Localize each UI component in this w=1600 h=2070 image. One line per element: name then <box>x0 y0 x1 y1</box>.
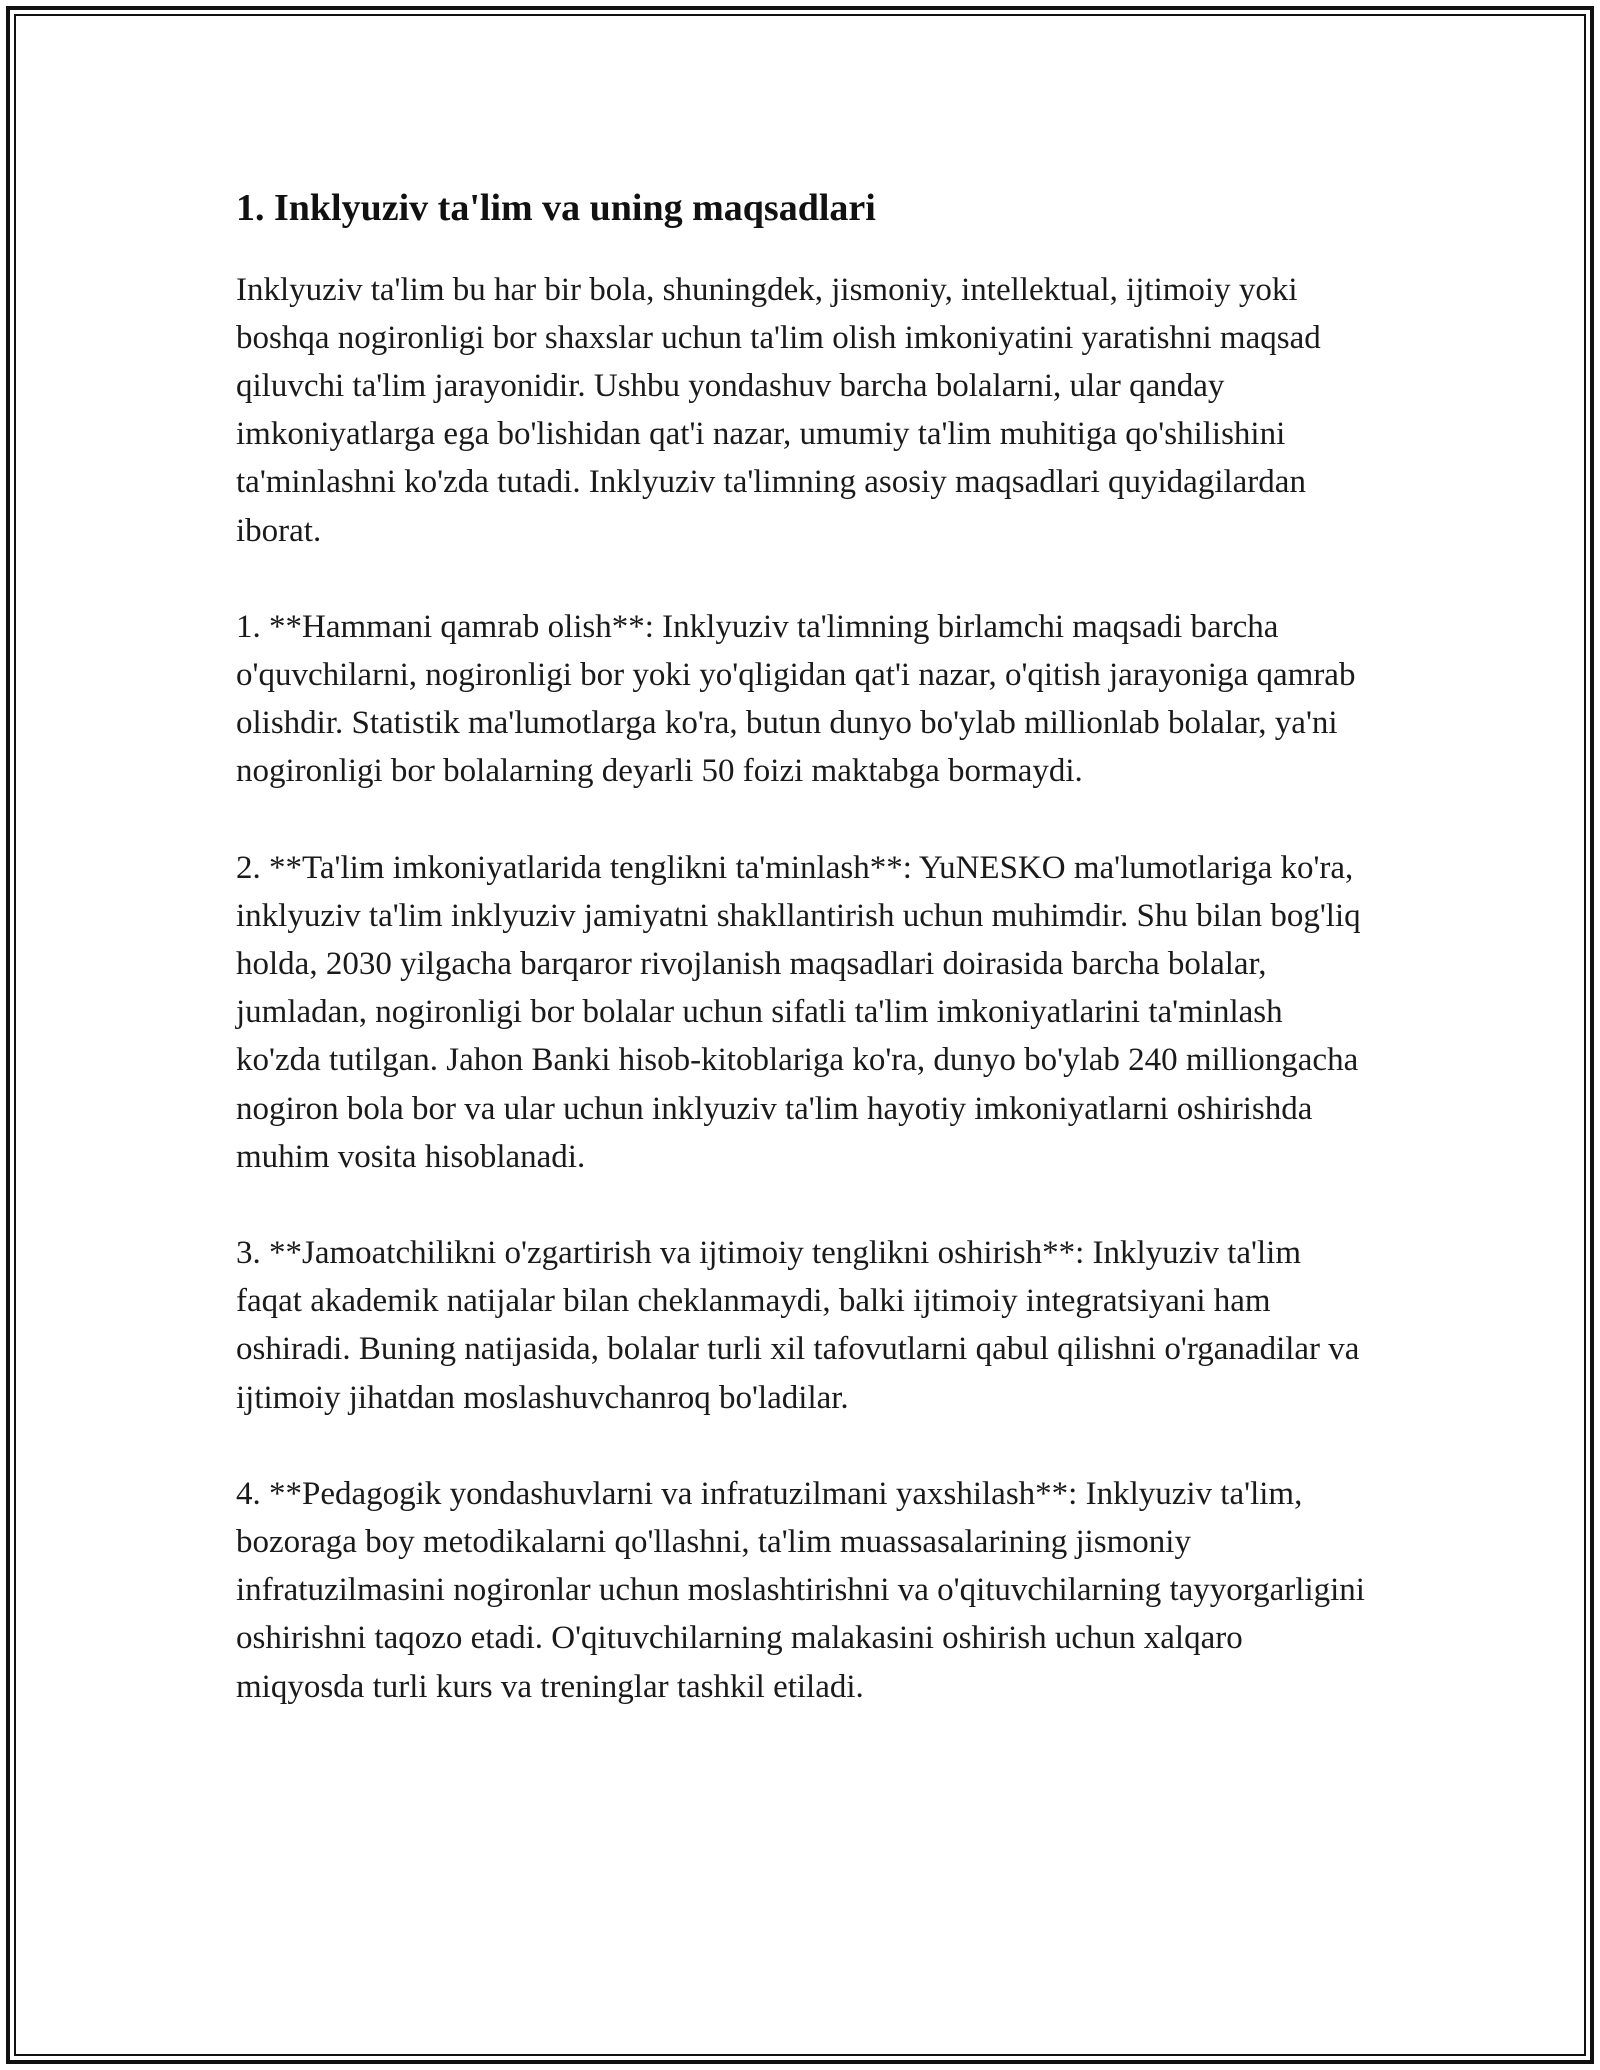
goal-1-paragraph: 1. **Hammani qamrab olish**: Inklyuziv ta'limning birlamchi maqsadi barcha o'quvchilarni, nogironligi bor yoki yo'qligidan qat'i nazar, o'qitish jarayoniga qamrab olishdir. Statistik ma'lumotlarga ko'ra, butun dunyo bo'ylab millionlab bolalar, ya'ni nogironligi bor bolalarning deyarli 50 foizi maktabga bormaydi. <box>236 608 1356 790</box>
section-heading: 1. Inklyuziv ta'lim va uning maqsadlari <box>236 187 876 229</box>
goal-3-paragraph: 3. **Jamoatchilikni o'zgartirish va ijtimoiy tenglikni oshirish**: Inklyuziv ta'lim faqat akademik natijalar bilan cheklanmaydi, balki ijtimoiy integratsiyani ham oshiradi. Buning natijasida, bolalar turli xil tafovutlarni qabul qilishni o'rganadilar va ijtimoiy jihatdan moslashuvchanroq bo'ladilar. <box>236 1235 1360 1416</box>
document-body <box>236 186 1366 1711</box>
goal-2-paragraph: 2. **Ta'lim imkoniyatlarida tenglikni ta'minlash**: YuNESKO ma'lumotlariga ko'ra, inklyuziv ta'lim inklyuziv jamiyatni shakllantirish uchun muhimdir. Shu bilan bog'liq holda, 2030 yilgacha barqaror rivojlanish maqsadlari doirasida barcha bolalar, jumladan, nogironligi bor bolalar uchun sifatli ta'lim imkoniyatlarini ta'minlash ko'zda tutilgan. Jahon Banki hisob-kitoblariga ko'ra, dunyo bo'ylab 240 milliongacha nogiron bola bor va ular uchun inklyuziv ta'lim hayotiy imkoniyatlarni oshirishda muhim vosita hisoblanadi. <box>236 849 1361 1175</box>
intro-paragraph: Inklyuziv ta'lim bu har bir bola, shuningdek, jismoniy, intellektual, ijtimoiy yoki boshqa nogironligi bor shaxslar uchun ta'lim olish imkoniyatini yaratishni maqsad qiluvchi ta'lim jarayonidir. Ushbu yondashuv barcha bolalarni, ular qanday imkoniyatlarga ega bo'lishidan qat'i nazar, umumiy ta'lim muhitiga qo'shilishini ta'minlashni ko'zda tutadi. Inklyuziv ta'limning asosiy maqsadlari quyidagilardan iborat. <box>236 271 1321 549</box>
goal-4-paragraph: 4. **Pedagogik yondashuvlarni va infratuzilmani yaxshilash**: Inklyuziv ta'lim, bozoraga boy metodikalarni qo'llashni, ta'lim muassasalarining jismoniy infratuzilmasini nogironlar uchun moslashtirishni va o'qituvchilarning tayyorgarligini oshirishni taqozo etadi. O'qituvchilarning malakasini oshirish uchun xalqaro miqyosda turli kurs va treninglar tashkil etiladi. <box>236 1475 1365 1705</box>
